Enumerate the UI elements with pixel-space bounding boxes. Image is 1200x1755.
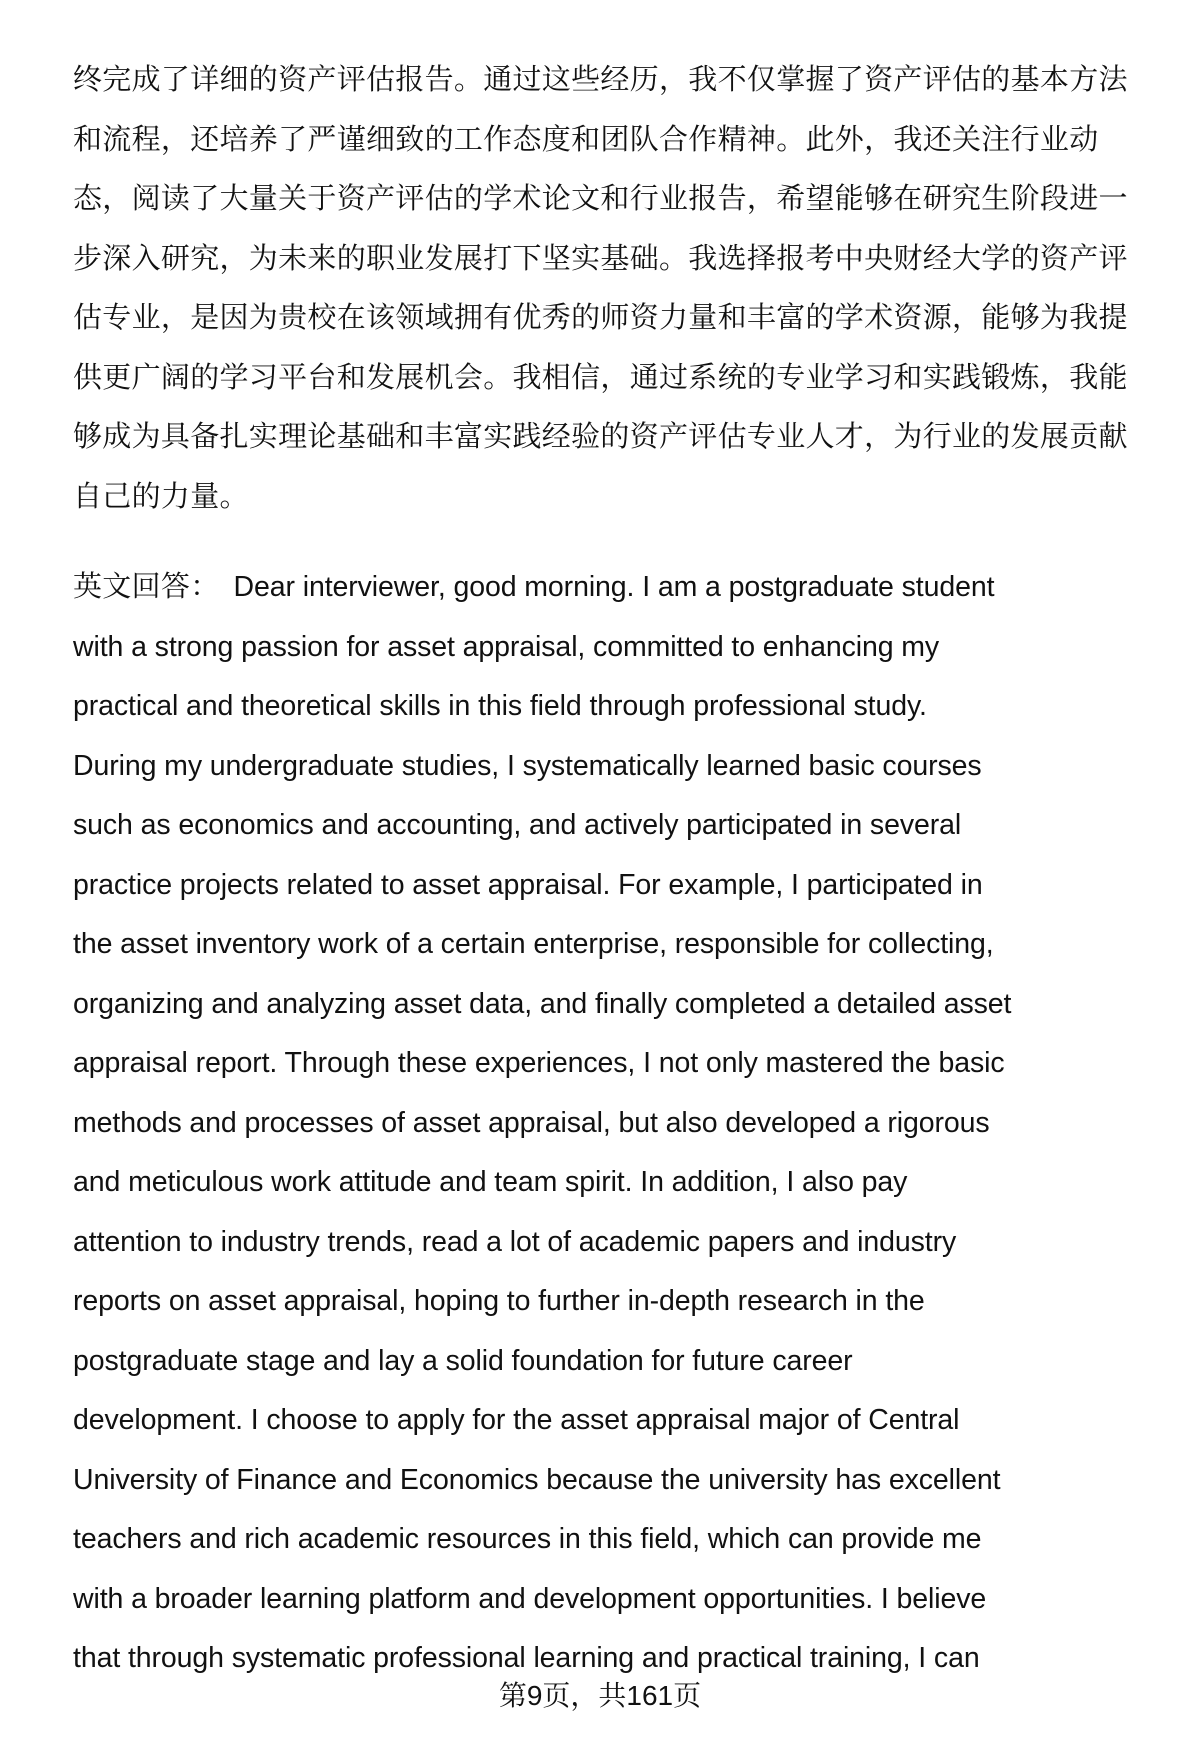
text-line: During my undergraduate studies, I systematically learned basic courses — [73, 749, 982, 782]
text-line: such as economics and accounting, and actively participated in several — [73, 809, 962, 841]
text-line: and meticulous work attitude and team spirit. In addition, I also pay — [73, 1166, 908, 1198]
text-line: 步深入研究，为未来的职业发展打下坚实基础。我选择报考中央财经大学的资产评 — [73, 242, 1128, 275]
text-line: 自己的力量。 — [73, 480, 249, 513]
text-line: reports on asset appraisal, hoping to further in-depth research in the — [73, 1285, 925, 1317]
text-line: 供更广阔的学习平台和发展机会。我相信，通过系统的专业学习和实践锻炼，我能 — [73, 361, 1128, 394]
text-line: with a broader learning platform and development opportunities. I believe — [73, 1582, 987, 1615]
text-line: practical and theoretical skills in this field through professional study. — [73, 690, 927, 722]
text-line: organizing and analyzing asset data, and finally completed a detailed asset — [73, 987, 1012, 1020]
text-line: 够成为具备扎实理论基础和丰富实践经验的资产评估专业人才，为行业的发展贡献 — [73, 421, 1128, 453]
text-line: 终完成了详细的资产评估报告。通过这些经历，我不仅掌握了资产评估的基本方法 — [73, 64, 1128, 96]
text-line: 和流程，还培养了严谨细致的工作态度和团队合作精神。此外，我还关注行业动 — [73, 123, 1099, 156]
page-number-footer: 第9页，共161页 — [498, 1680, 702, 1711]
text-line: development. I choose to apply for the asset appraisal major of Central — [73, 1404, 960, 1436]
text-line: the asset inventory work of a certain enterprise, responsible for collecting, — [73, 928, 994, 960]
text-line: methods and processes of asset appraisal, but also developed a rigorous — [73, 1106, 990, 1139]
text-line: practice projects related to asset appraisal. For example, I participated in — [73, 868, 983, 901]
text-line: that through systematic professional learning and practical training, I can — [73, 1642, 980, 1674]
text-line: postgraduate stage and lay a solid foundation for future career — [73, 1344, 853, 1377]
text-span: Dear interviewer, good morning. I am a postgraduate student — [233, 571, 995, 603]
text-line: appraisal report. Through these experiences, I not only mastered the basic — [73, 1047, 1005, 1079]
text-line — [73, 567, 994, 607]
text-line: with a strong passion for asset appraisal, committed to enhancing my — [73, 630, 940, 663]
text-line: attention to industry trends, read a lot of academic papers and industry — [73, 1225, 957, 1258]
text-line: 态，阅读了大量关于资产评估的学术论文和行业报告，希望能够在研究生阶段进一 — [73, 183, 1128, 215]
text-line: 估专业，是因为贵校在该领域拥有优秀的师资力量和丰富的学术资源，能够为我提 — [73, 302, 1128, 334]
text-line: teachers and rich academic resources in this field, which can provide me — [73, 1523, 982, 1555]
text-line: University of Finance and Economics because the university has excellent — [73, 1463, 1001, 1496]
english-answer-label: 英文回答： — [73, 571, 220, 603]
